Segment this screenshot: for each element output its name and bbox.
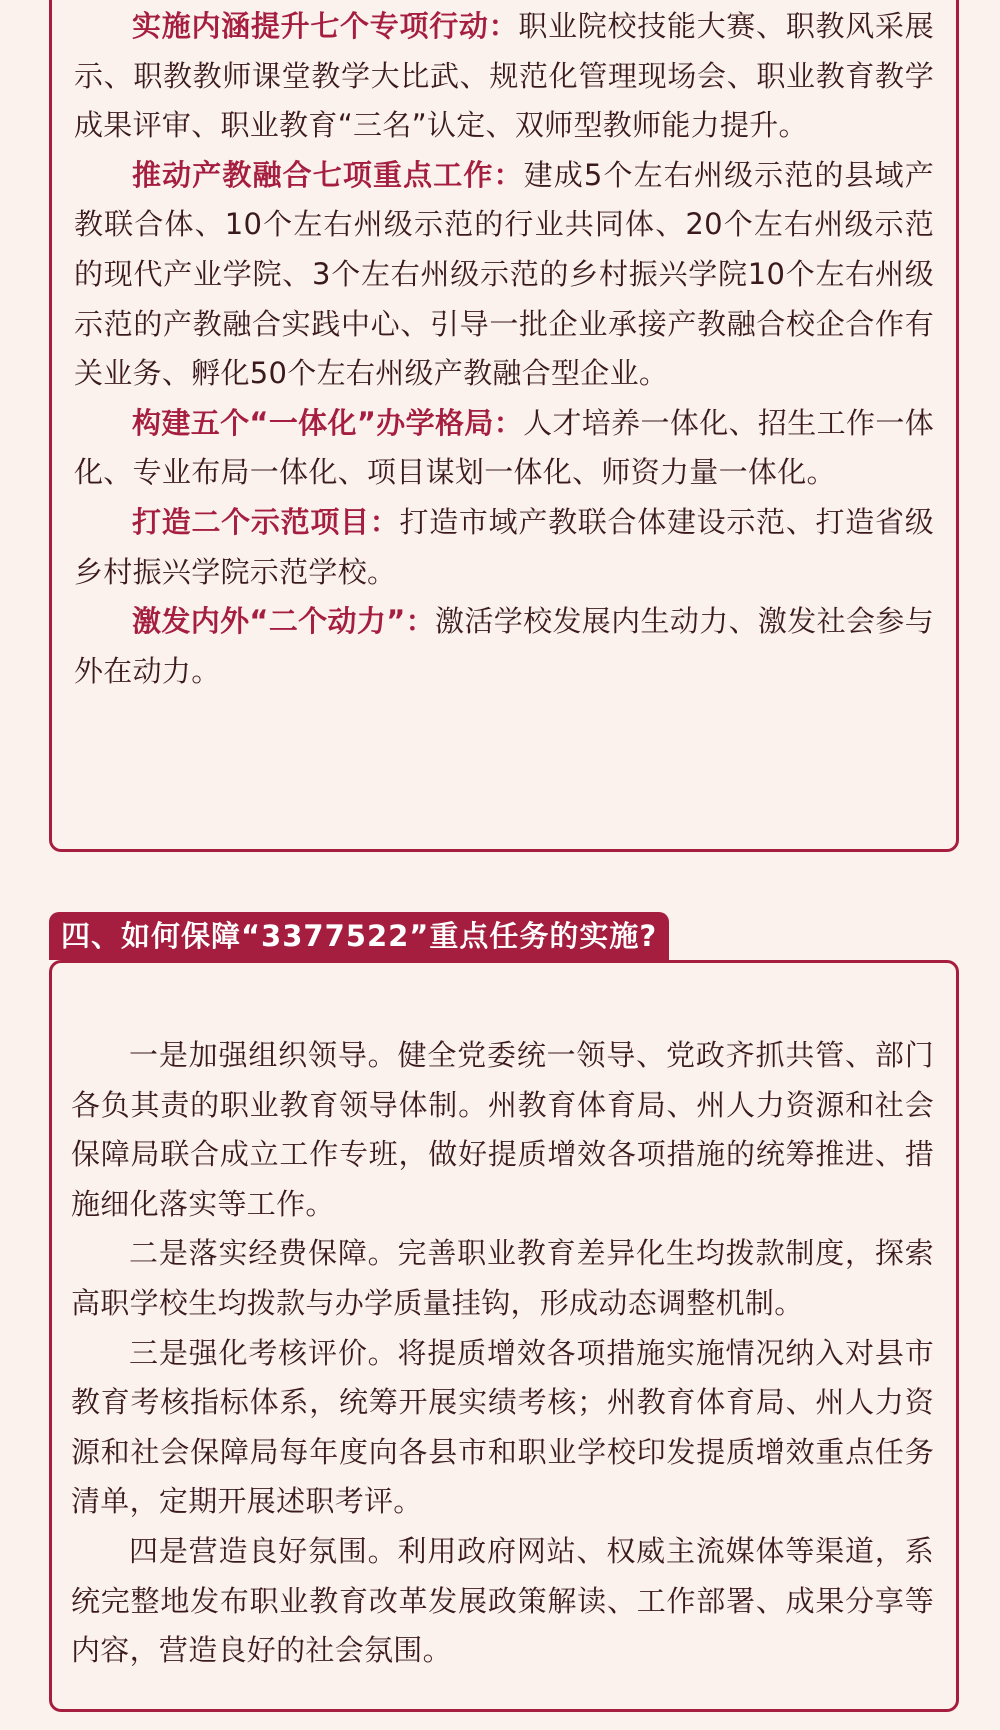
section4-paragraph-3: 三是强化考核评价。将提质增效各项措施实施情况纳入对县市教育考核指标体系，统筹开展实绩考核；州教育体育局、州人力资源和社会保障局每年度向各县市和职业学校印发提质增效重点任务清单，定期开展述职考评。 [71, 1335, 934, 1519]
section4-content [71, 1031, 934, 1676]
section3-item-1-lead: 实施内涵提升七个专项行动： [132, 9, 519, 43]
section4-box [49, 960, 959, 1712]
section3-item-5-text: 激活学校发展内生动力、激发社会参与外在动力。 [74, 604, 935, 688]
section4-paragraph-2: 二是落实经费保障。完善职业教育差异化生均拨款制度，探索高职学校生均拨款与办学质量挂钩，形成动态调整机制。 [71, 1236, 934, 1320]
section4-paragraph-1: 一是加强组织领导。健全党委统一领导、党政齐抓共管、部门各负其责的职业教育领导体制。州教育体育局、州人力资源和社会保障局联合成立工作专班，做好提质增效各项措施的统筹推进、措施细化落实等工作。 [71, 1038, 934, 1221]
section3-item-4-text: 打造市域产教联合体建设示范、打造省级乡村振兴学院示范学校。 [74, 504, 935, 589]
section3-box [49, 0, 959, 852]
section3-item-2-lead: 推动产教融合七项重点工作： [132, 157, 524, 192]
section4-paragraph-4: 四是营造良好氛围。利用政府网站、权威主流媒体等渠道，系统完整地发布职业教育改革发展政策解读、工作部署、成果分享等内容，营造良好的社会氛围。 [71, 1533, 934, 1668]
section3-item-4-lead: 打造二个示范项目： [132, 504, 400, 539]
section3-item-3-text: 人才培养一体化、招生工作一体化、专业布局一体化、项目谋划一体化、师资力量一体化。 [74, 405, 935, 490]
section3-item-5-lead: 激发内外“二个动力”： [132, 604, 436, 639]
section3-item-3 [74, 399, 934, 498]
section3-item-1 [74, 2, 934, 151]
section3-item-4 [74, 498, 934, 597]
section3-item-1-text: 职业院校技能大赛、职教风采展示、职教教师课堂教学大比武、规范化管理现场会、职业教育教学成果评审、职业教育“三名”认定、双师型教师能力提升。 [74, 9, 935, 143]
section3-item-5 [74, 597, 934, 696]
section4-heading: 四、如何保障“3377522”重点任务的实施? [49, 912, 669, 960]
section3-content [74, 2, 934, 696]
section3-item-3-lead: 构建五个“一体化”办学格局： [132, 405, 524, 440]
section3-item-2 [74, 151, 934, 399]
section3-item-2-text: 建成5个左右州级示范的县域产教联合体、10个左右州级示范的行业共同体、20个左右州级示范的现代产业学院、3个左右州级示范的乡村振兴学院10个左右州级示范的产教融合实践中心、引导一批企业承接产教融合校企合作有关业务、孵化50个左右州级产教融合型企业。 [74, 157, 934, 391]
